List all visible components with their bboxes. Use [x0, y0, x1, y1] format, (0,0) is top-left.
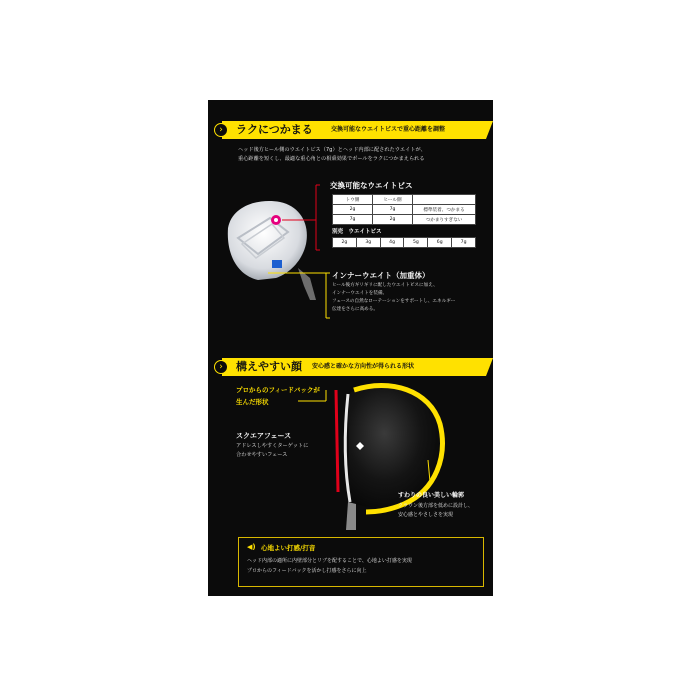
table-cell: 標準装着、つかまる	[413, 205, 476, 215]
contour-text-2: 安心感とやさしさを実現	[398, 512, 454, 518]
sound-text-2: プロからのフィードバックを活かし打感をさらに向上	[247, 568, 367, 574]
square-face-title: スクエアフェース	[236, 432, 292, 440]
extra-weights-label: 別売 ウエイトビス	[332, 229, 382, 235]
product-panel	[208, 100, 493, 596]
pro-feedback-line-1: プロからのフィードバックが	[236, 386, 320, 394]
table-cell: 2g	[373, 215, 413, 225]
table-cell: 2g	[333, 205, 373, 215]
weight-cell: 3g	[356, 238, 380, 248]
contour-title: すわりの良い美しい輪郭	[398, 492, 465, 499]
table-header: ヒール側	[373, 195, 413, 205]
square-face-text-1: アドレスしやすくターゲットに	[236, 443, 309, 449]
weight-cell: 2g	[333, 238, 357, 248]
section1-title: ラクにつかまる	[236, 123, 313, 136]
weight-cell: 7g	[452, 238, 476, 248]
weight-screw-title: 交換可能なウエイトビス	[330, 181, 413, 190]
weight-cell: 4g	[380, 238, 404, 248]
circle-arrow-icon: ›	[214, 360, 228, 374]
inner-weight-title: インナーウエイト（加重体）	[332, 271, 430, 280]
pro-feedback-line-2: 生んだ形状	[236, 398, 269, 406]
table-cell: 7g	[333, 215, 373, 225]
weight-cell: 5g	[404, 238, 428, 248]
square-face-text-2: 合わせやすいフェース	[236, 452, 288, 458]
intro-line-2: 重心距離を短くし、最適な重心角との相乗効果でボールをラクにつかまえられる	[238, 156, 425, 162]
section2-title: 構えやすい顔	[236, 360, 302, 373]
sound-text-1: ヘッド内部の適所に内壁部分とリブを配することで、心地よい打感を実現	[247, 558, 412, 564]
table-cell: つかまりすぎない	[413, 215, 476, 225]
inner-text-1: ヒール後方ギリギリに配したウエイトビスに加え、	[332, 283, 438, 288]
circle-arrow-icon: ›	[214, 123, 228, 137]
section1-subtitle: 交換可能なウエイトビスで重心距離を調整	[331, 126, 446, 133]
sound-title: 心地よい打感/打音	[261, 544, 316, 552]
inner-text-2: インナーウエイトを装備。	[332, 291, 388, 296]
table-header: トウ側	[333, 195, 373, 205]
callout-lines-2	[208, 100, 493, 540]
sound-box	[238, 537, 484, 587]
weight-cell: 6g	[428, 238, 452, 248]
intro-line-1: ヘッド後方ヒール側のウエイトビス（7g）とヘッド内部に配されたウエイトが、	[238, 147, 426, 153]
inner-text-4: 伝達をさらに高める。	[332, 307, 378, 312]
section2-subtitle: 安心感と確かな方向性が得られる形状	[312, 363, 415, 370]
contour-text-1: クラウン後方部を低めに設計し、	[398, 503, 474, 509]
table-cell: 7g	[373, 205, 413, 215]
inner-text-3: フェースの自然なローテーションをサポートし、エネルギー	[332, 299, 456, 304]
sound-icon: ◀)	[247, 543, 256, 551]
